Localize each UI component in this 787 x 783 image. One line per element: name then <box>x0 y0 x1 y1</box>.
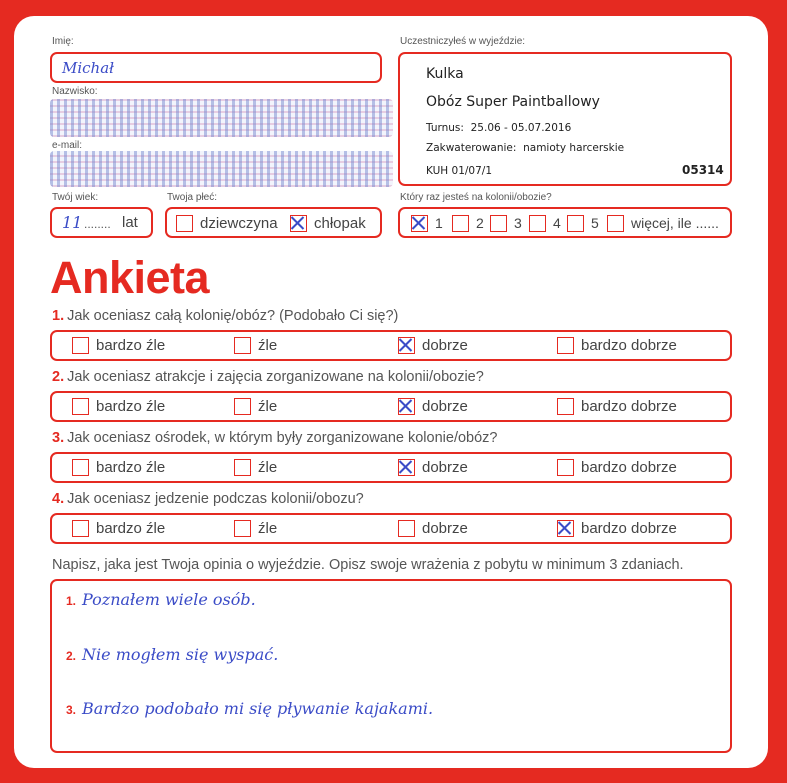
trip-info-box <box>398 52 732 186</box>
question-3-options <box>50 452 732 483</box>
turnus-value: 25.06 - 05.07.2016 <box>470 122 572 134</box>
accommodation <box>426 142 624 154</box>
essay-line-3-text: Bardzo podobało mi się pływanie kajakami. <box>82 699 434 718</box>
rating-checkbox[interactable] <box>234 398 251 415</box>
times-4-checkbox[interactable] <box>529 215 546 232</box>
name-label: Imię: <box>52 36 74 47</box>
rating-option-label: bardzo źle <box>96 520 166 537</box>
survey-title: Ankieta <box>50 252 210 303</box>
times-option-1[interactable] <box>411 215 443 233</box>
rating-checkbox[interactable] <box>72 520 89 537</box>
accommodation-value: namioty harcerskie <box>523 142 625 154</box>
question-1-option-4[interactable] <box>557 337 677 355</box>
rating-checkbox[interactable] <box>72 337 89 354</box>
question-2-option-2[interactable] <box>234 398 277 416</box>
rating-option-label: źle <box>258 398 278 415</box>
rating-option-label: źle <box>258 520 278 537</box>
rating-option-label: bardzo źle <box>96 459 166 476</box>
rating-checkbox[interactable] <box>557 337 574 354</box>
question-4-text <box>52 491 364 507</box>
essay-line-2-num: 2. <box>66 649 77 663</box>
times-option-4[interactable] <box>529 215 561 233</box>
age-dots: ........ <box>84 217 111 231</box>
rating-checkbox[interactable] <box>398 520 415 537</box>
times-3-label: 3 <box>514 215 522 231</box>
essay-line-2-text: Nie mogłem się wyspać. <box>82 645 279 664</box>
question-4-option-4[interactable] <box>557 520 677 538</box>
rating-checkbox[interactable] <box>72 398 89 415</box>
question-2-text <box>52 369 484 385</box>
rating-option-label: bardzo dobrze <box>581 520 677 537</box>
age-field[interactable] <box>50 207 153 238</box>
age-unit: lat <box>122 214 138 231</box>
question-3-option-2[interactable] <box>234 459 277 477</box>
question-2-option-4[interactable] <box>557 398 677 416</box>
times-more-checkbox[interactable] <box>607 215 624 232</box>
times-option-5[interactable] <box>567 215 599 233</box>
times-2-label: 2 <box>476 215 484 231</box>
times-option-3[interactable] <box>490 215 522 233</box>
male-checkbox[interactable] <box>290 215 307 232</box>
survey-sheet <box>14 16 768 768</box>
age-label: Twój wiek: <box>52 192 99 203</box>
question-3-option-3[interactable] <box>398 459 468 477</box>
age-value: 11 <box>62 213 83 232</box>
surname-redacted <box>50 99 393 137</box>
times-label: Który raz jesteś na kolonii/obozie? <box>400 192 552 203</box>
participant-label: Uczestniczyłeś w wyjeździe: <box>400 36 526 47</box>
turnus <box>426 122 571 134</box>
question-1-option-2[interactable] <box>234 337 277 355</box>
rating-option-label: źle <box>258 459 278 476</box>
times-option-more[interactable] <box>607 215 719 233</box>
name-field[interactable] <box>50 52 382 83</box>
times-field <box>398 207 732 238</box>
rating-checkbox[interactable] <box>398 337 415 354</box>
question-label: Jak oceniasz jedzenie podczas kolonii/obozu? <box>67 491 364 507</box>
times-5-checkbox[interactable] <box>567 215 584 232</box>
times-option-2[interactable] <box>452 215 484 233</box>
sex-field <box>165 207 382 238</box>
accommodation-label: Zakwaterowanie: <box>426 142 517 154</box>
question-1-text <box>52 308 398 324</box>
essay-line-1-text: Poznałem wiele osób. <box>82 590 256 609</box>
times-3-checkbox[interactable] <box>490 215 507 232</box>
rating-option-label: bardzo dobrze <box>581 459 677 476</box>
question-3-option-1[interactable] <box>72 459 165 477</box>
rating-option-label: bardzo źle <box>96 398 166 415</box>
rating-checkbox[interactable] <box>557 520 574 537</box>
question-number: 3. <box>52 430 65 446</box>
question-2-option-1[interactable] <box>72 398 165 416</box>
question-4-option-2[interactable] <box>234 520 277 538</box>
male-label: chłopak <box>314 215 366 232</box>
rating-option-label: dobrze <box>422 459 468 476</box>
question-2-options <box>50 391 732 422</box>
rating-checkbox[interactable] <box>234 337 251 354</box>
question-label: Jak oceniasz atrakcje i zajęcia zorganizowane na kolonii/obozie? <box>67 369 484 385</box>
rating-option-label: bardzo dobrze <box>581 398 677 415</box>
email-label: e-mail: <box>52 140 83 151</box>
essay-line-2 <box>66 645 278 664</box>
times-1-label: 1 <box>435 215 443 231</box>
rating-checkbox[interactable] <box>398 398 415 415</box>
rating-option-label: bardzo dobrze <box>581 337 677 354</box>
sex-option-female[interactable] <box>176 215 278 233</box>
essay-line-3-num: 3. <box>66 703 77 717</box>
essay-prompt: Napisz, jaka jest Twoja opinia o wyjeździe. Opisz swoje wrażenia z pobytu w minimum 3 zdaniach. <box>52 557 684 573</box>
times-more-label: więcej, ile ...... <box>631 215 719 231</box>
times-5-label: 5 <box>591 215 599 231</box>
question-number: 2. <box>52 369 65 385</box>
question-4-option-1[interactable] <box>72 520 165 538</box>
question-4-options <box>50 513 732 544</box>
female-checkbox[interactable] <box>176 215 193 232</box>
rating-checkbox[interactable] <box>557 398 574 415</box>
rating-option-label: dobrze <box>422 337 468 354</box>
question-4-option-3[interactable] <box>398 520 468 538</box>
sex-label: Twoja płeć: <box>167 192 218 203</box>
question-label: Jak oceniasz całą kolonię/obóz? (Podobało Ci się?) <box>67 308 399 324</box>
times-2-checkbox[interactable] <box>452 215 469 232</box>
question-number: 1. <box>52 308 65 324</box>
trip-number: 05314 <box>682 163 724 177</box>
surname-label: Nazwisko: <box>52 86 98 97</box>
question-1-option-3[interactable] <box>398 337 468 355</box>
question-2-option-3[interactable] <box>398 398 468 416</box>
question-number: 4. <box>52 491 65 507</box>
rating-checkbox[interactable] <box>234 459 251 476</box>
rating-option-label: dobrze <box>422 398 468 415</box>
email-redacted <box>50 151 393 187</box>
trip-code: KUH 01/07/1 <box>426 165 492 177</box>
name-value: Michał <box>62 59 115 77</box>
female-label: dziewczyna <box>200 215 278 232</box>
rating-checkbox[interactable] <box>398 459 415 476</box>
rating-checkbox[interactable] <box>557 459 574 476</box>
essay-line-1 <box>66 590 256 609</box>
question-1-option-1[interactable] <box>72 337 165 355</box>
question-1-options <box>50 330 732 361</box>
trip-line2: Obóz Super Paintballowy <box>426 94 600 110</box>
turnus-label: Turnus: <box>426 122 464 134</box>
times-4-label: 4 <box>553 215 561 231</box>
rating-option-label: dobrze <box>422 520 468 537</box>
trip-line1: Kulka <box>426 66 464 82</box>
question-3-text <box>52 430 497 446</box>
rating-option-label: źle <box>258 337 278 354</box>
rating-checkbox[interactable] <box>234 520 251 537</box>
essay-line-1-num: 1. <box>66 594 77 608</box>
rating-checkbox[interactable] <box>72 459 89 476</box>
sex-option-male[interactable] <box>290 215 366 233</box>
question-label: Jak oceniasz ośrodek, w którym były zorganizowane kolonie/obóz? <box>67 430 498 446</box>
essay-line-3 <box>66 699 433 718</box>
rating-option-label: bardzo źle <box>96 337 166 354</box>
question-3-option-4[interactable] <box>557 459 677 477</box>
times-1-checkbox[interactable] <box>411 215 428 232</box>
